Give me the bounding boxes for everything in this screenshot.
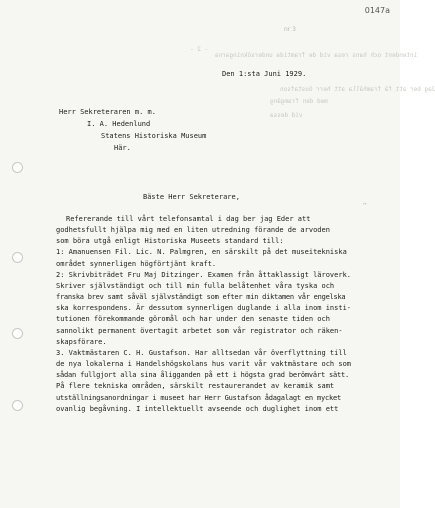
body-line: sådan fullgjort alla sina åligganden på ett i högsta grad berömvärt sätt.: [56, 371, 350, 380]
bleed-through-text: intendent och hans resa vid de framtida undersökningarna: [215, 52, 418, 59]
bleed-through-text: - 2 -: [190, 46, 209, 53]
bleed-through-text: vid dessa: [270, 112, 303, 119]
body-line: tutionen förekommande göromål och har under den senaste tiden och: [56, 315, 330, 324]
punch-hole: [12, 162, 23, 173]
salutation: Bäste Herr Sekreterare,: [143, 193, 240, 201]
body-line: som böra utgå enligt Historiska Museets standard till:: [56, 237, 284, 246]
body-line: utställningsanordningar i museet har Herr Gustafson ådagalagt en mycket: [56, 393, 342, 402]
body-line: godhetsfullt hjälpa mig med en liten utredning förande de arvoden: [56, 226, 330, 235]
recipient-institution: Statens Historiska Museum: [101, 132, 207, 140]
body-line: Refererande till vårt telefonsamtal i dag ber jag Eder att: [66, 215, 311, 223]
bleed-through-text: med den framgång: [270, 98, 328, 105]
recipient-title: Herr Sekreteraren m. m.: [59, 108, 156, 116]
punch-hole: [12, 252, 23, 263]
letter-body: [56, 214, 376, 415]
body-line: de nya lokalerna i Handelshögskolans hus varit vår vaktmästare och som: [56, 360, 352, 369]
body-line: franska brev samt såväl självständigt som efter min diktamen vår engelska: [56, 293, 346, 302]
body-line: 3. Vaktmästaren C. H. Gustafson. Har alltsedan vår överflyttning till: [56, 348, 347, 357]
body-line: Skriver självständigt och till min fulla belåtenhet våra tyska och: [56, 281, 335, 290]
punch-hole: [12, 328, 23, 339]
body-line: På flere tekniska områden, särskilt restaurerandet av keramik samt: [56, 382, 335, 391]
bleed-through-text: Jag ber att få framhålla att herr Gustafson: [280, 86, 435, 93]
body-line: området synnerligen högförtjänt kraft.: [56, 259, 217, 268]
recipient-place: Här.: [114, 144, 131, 152]
pencil-mark-icon: ,,: [363, 199, 367, 206]
body-line: 1: Amanuensen Fil. Lic. N. Palmgren, en särskilt på det museitekniska: [56, 248, 347, 257]
archive-stamp: nr 3: [284, 26, 296, 33]
body-line: skapsförare.: [56, 337, 107, 346]
body-line: 2: Skrivbiträdet Fru Maj Ditzinger. Examen från åttaklassigt läroverk.: [56, 270, 352, 279]
recipient-name: I. A. Hedenlund: [87, 120, 151, 128]
body-line: sannolikt permanent övertagit arbetet som vår registrator och räken-: [56, 326, 343, 335]
body-line: ska korrespondens. Är dessutom synnerligen duglande i alla inom insti-: [56, 304, 352, 313]
body-line: ovanlig begåvning. I intellektuellt avseende och duglighet inom ett: [56, 404, 339, 413]
archive-number: 0147a: [364, 6, 390, 15]
letter-date: Den 1:sta Juni 1929.: [222, 70, 307, 78]
punch-hole: [12, 400, 23, 411]
